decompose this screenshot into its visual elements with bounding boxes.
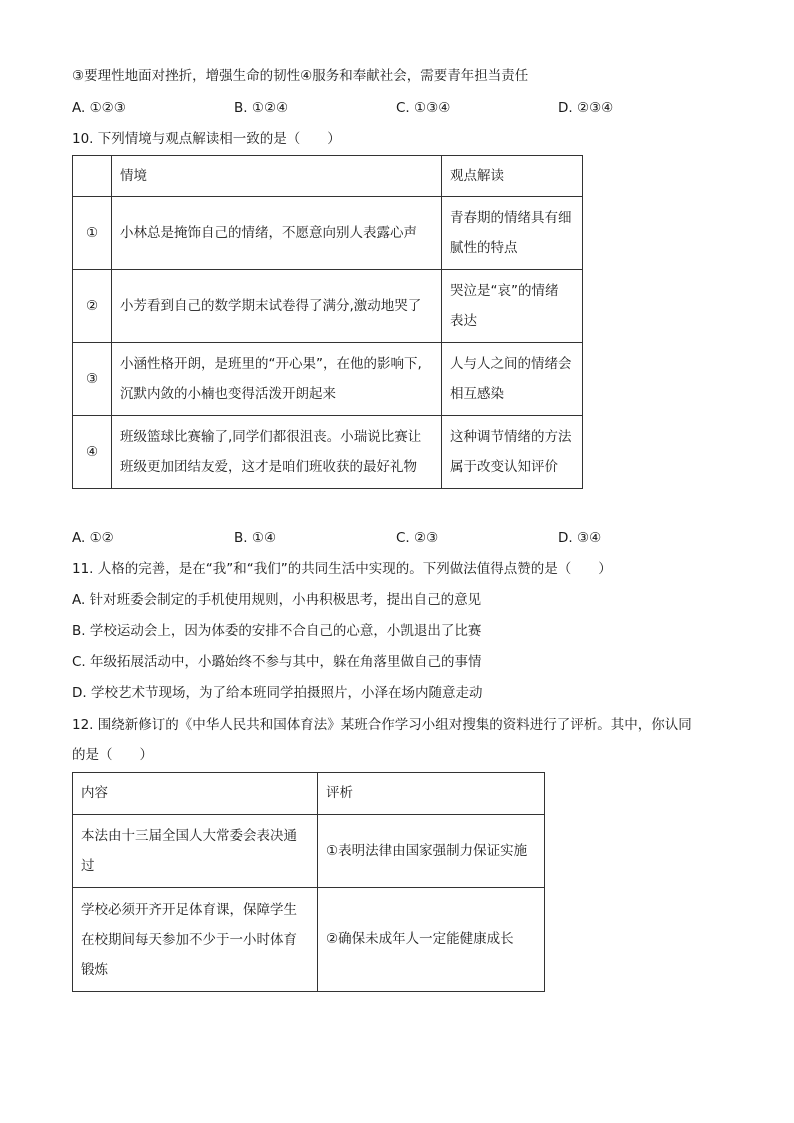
view-text: 青春期的情绪具有细 xyxy=(450,210,572,226)
q10-options xyxy=(72,528,732,548)
content-text: 在校期间每天参加不少于一小时体育 xyxy=(81,931,297,948)
q11-option-b[interactable]: B. 学校运动会上，因为体委的安排不合自己的心意，小凯退出了比赛 xyxy=(72,623,482,639)
content-text: 本法由十三届全国人大常委会表决通 xyxy=(81,828,297,844)
row-number: ① xyxy=(73,197,112,270)
content-text: 过 xyxy=(81,858,95,874)
row-situation xyxy=(112,197,442,270)
q9-option-b[interactable]: B. ①②④ xyxy=(234,100,289,116)
view-text: 这种调节情绪的方法 xyxy=(450,429,572,445)
table-header-row xyxy=(73,773,545,815)
q10-option-b[interactable]: B. ①④ xyxy=(234,530,277,546)
table-row xyxy=(73,416,583,489)
q9-option-d[interactable]: D. ②③④ xyxy=(558,100,614,116)
table-row xyxy=(73,815,545,888)
situation-text: 小林总是掩饰自己的情绪，不愿意向别人表露心声 xyxy=(120,224,417,241)
situation-text: 小芳看到自己的数学期末试卷得了满分,激动地哭了 xyxy=(120,297,422,314)
row-view xyxy=(442,343,583,416)
header-situation: 情境 xyxy=(112,156,442,197)
table-row xyxy=(73,270,583,343)
view-text: 属于改变认知评价 xyxy=(450,459,558,475)
q10-option-c[interactable]: C. ②③ xyxy=(396,530,439,546)
table-row xyxy=(73,197,583,270)
row-situation xyxy=(112,343,442,416)
view-text: 表达 xyxy=(450,313,477,329)
row-comment: ②确保未成年人一定能健康成长 xyxy=(318,888,545,992)
situation-text: 沉默内敛的小楠也变得活泼开朗起来 xyxy=(120,386,336,402)
q9-option-c[interactable]: C. ①③④ xyxy=(396,100,451,116)
q11-option-d[interactable]: D. 学校艺术节现场，为了给本班同学拍摄照片，小泽在场内随意走动 xyxy=(72,685,483,701)
table-row xyxy=(73,888,545,992)
table-row xyxy=(73,343,583,416)
q10-stem: 10. 下列情境与观点解读相一致的是（ ） xyxy=(72,131,341,147)
q9-stem-tail: ③要理性地面对挫折，增强生命的韧性④服务和奉献社会，需要青年担当责任 xyxy=(72,68,529,84)
q10-option-d[interactable]: D. ③④ xyxy=(558,530,602,546)
situation-text: 小涵性格开朗，是班里的“开心果”，在他的影响下, xyxy=(120,356,422,372)
q12-stem-line2: 的是（ ） xyxy=(72,747,153,763)
row-view xyxy=(442,197,583,270)
view-text: 相互感染 xyxy=(450,386,504,402)
row-content xyxy=(73,815,318,888)
row-situation xyxy=(112,416,442,489)
table-header-row xyxy=(73,156,583,197)
header-content: 内容 xyxy=(73,773,318,815)
q11-option-c[interactable]: C. 年级拓展活动中，小璐始终不参与其中，躲在角落里做自己的事情 xyxy=(72,654,482,670)
row-number: ④ xyxy=(73,416,112,489)
header-view: 观点解读 xyxy=(442,156,583,197)
view-text: 人与人之间的情绪会 xyxy=(450,356,572,372)
q12-stem-line1: 12. 围绕新修订的《中华人民共和国体育法》某班合作学习小组对搜集的资料进行了评析。其中，你认同 xyxy=(72,717,692,733)
q11-option-a[interactable]: A. 针对班委会制定的手机使用规则，小冉积极思考，提出自己的意见 xyxy=(72,592,482,608)
q10-table xyxy=(72,155,583,489)
content-text: 学校必须开齐开足体育课，保障学生 xyxy=(81,901,297,918)
content-text: 锻炼 xyxy=(81,961,108,978)
situation-text: 班级更加团结友爱，这才是咱们班收获的最好礼物 xyxy=(120,459,417,475)
row-comment: ①表明法律由国家强制力保证实施 xyxy=(318,815,545,888)
row-content xyxy=(73,888,318,992)
row-number: ② xyxy=(73,270,112,343)
view-text: 腻性的特点 xyxy=(450,240,518,256)
row-view xyxy=(442,270,583,343)
q11-stem: 11. 人格的完善，是在“我”和“我们”的共同生活中实现的。下列做法值得点赞的是（ ） xyxy=(72,561,612,577)
q9-option-a[interactable]: A. ①②③ xyxy=(72,100,126,116)
row-view xyxy=(442,416,583,489)
header-number xyxy=(73,156,112,197)
situation-text: 班级篮球比赛输了,同学们都很沮丧。小瑞说比赛让 xyxy=(120,429,422,445)
row-number: ③ xyxy=(73,343,112,416)
header-comment: 评析 xyxy=(318,773,545,815)
row-situation xyxy=(112,270,442,343)
view-text: 哭泣是“哀”的情绪 xyxy=(450,283,559,299)
q10-option-a[interactable]: A. ①② xyxy=(72,530,114,546)
q9-options xyxy=(72,98,732,118)
q12-table xyxy=(72,772,545,992)
